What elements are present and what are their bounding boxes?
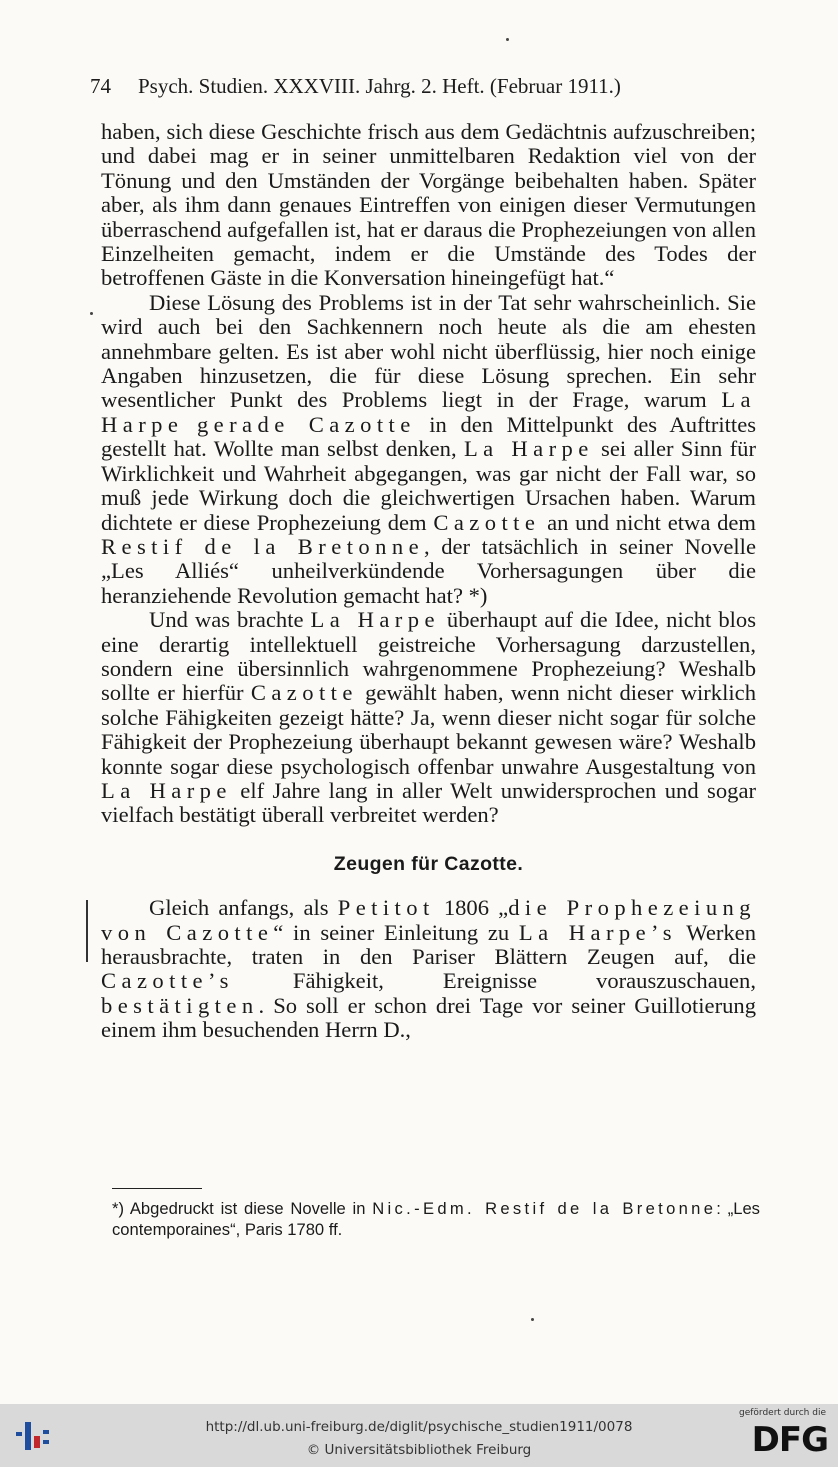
main-text: [101, 120, 756, 1043]
spaced-name: Restif de la Bretonne: [101, 533, 425, 559]
text-run: : „Les contemporaines“, Paris 1780 ff.: [112, 1199, 760, 1239]
paragraph: [101, 291, 756, 608]
scan-speck: [531, 1318, 534, 1321]
scan-speck: [506, 38, 509, 41]
text-run: Fähigkeit, Ereignisse vorauszuschauen,: [233, 968, 756, 994]
margin-line: [86, 900, 88, 962]
running-head: [90, 74, 745, 99]
spaced-name: La Harpe’s: [518, 919, 677, 945]
spaced-name: La Harpe: [101, 777, 232, 803]
footnote: [112, 1198, 760, 1240]
dfg-logo: DFG: [751, 1420, 828, 1460]
text-run: Diese Lösung des Problems ist in der Tat sehr wahrscheinlich. Sie wird auch bei den Sachkennern noch heute als die am ehesten annehmbare gelten. Es ist aber wohl nicht überflüssig, hier noch einige Angaben hinzusetzen, die für diese Lösung sprechen. Ein sehr wesentlicher Punkt des Problems liegt in der Frage, warum: [101, 289, 756, 413]
spaced-name: Cazotte: [250, 680, 358, 706]
paragraph: [101, 120, 756, 291]
page-url[interactable]: http://dl.ub.uni-freiburg.de/diglit/psychische_studien1911/0078: [205, 1419, 633, 1435]
text-run: . So soll er schon drei Tage vor seiner Guillotierung einem ihm besuchenden Herrn D.,: [101, 992, 756, 1043]
text-run: Werken herausbrachte, traten in den Pariser Blättern Zeugen auf, die: [101, 919, 756, 969]
paragraph: [101, 608, 756, 828]
text-run: in den Mittelpunkt des Auftrittes gestellt hat. Wollte man selbst denken,: [101, 411, 757, 462]
page-number: 74: [90, 74, 111, 98]
scan-speck: [90, 312, 93, 315]
journal-title: Psych. Studien. XXXVIII. Jahrg. 2. Heft. (Februar 1911.): [138, 74, 621, 98]
spaced-name: La Harpe: [101, 387, 756, 437]
spaced-name: Nic.-Edm. Restif de la Bretonne: [372, 1199, 717, 1218]
text-run: “ in seiner Einleitung zu: [273, 919, 519, 945]
text-run: Gleich anfangs, als: [149, 895, 338, 921]
paragraph-group-1: [101, 120, 756, 828]
text-run: haben, sich diese Geschichte frisch aus dem Gedächtnis aufzuschreiben; und dabei mag er in seiner unmittelbaren Redaktion viel von der Tönung und den Umständen der Vorgänge beibehalten haben. Später aber, als ihm dann genaues Eintreffen von einigen dieser Vermutungen überraschend aufgefallen ist, hat er daraus die Prophezeiungen von allen Einzelheiten gemacht, indem er die Umstände des Todes der betroffenen Gäste in die Konversation hineingefügt hat.“: [101, 119, 756, 291]
spaced-name: die Prophezeiung von Cazotte: [101, 895, 756, 945]
paragraph: [101, 896, 756, 1042]
spaced-name: La Harpe: [310, 607, 440, 633]
footnote-rule: [112, 1188, 202, 1189]
spaced-name: bestätigten: [101, 992, 259, 1018]
text-run: sei aller Sinn für Wirklichkeit und Wahrheit abgegangen, was gar nicht der Fall war, so muß jede Wirkung doch die gleichwertigen Ursachen haben. Warum dichtete er diese Prophezeiung dem: [101, 436, 756, 535]
copyright-notice: © Universitätsbibliothek Freiburg: [306, 1442, 532, 1458]
text-run: an und nicht etwa dem: [540, 509, 756, 535]
spaced-name: Petitot: [337, 895, 435, 921]
text-run: elf Jahre lang in aller Welt unwidersprochen und sogar vielfach bestätigt überall verbreitet werden?: [101, 777, 756, 828]
viewer-footer: [0, 1404, 838, 1467]
section-heading: Zeugen für Cazotte.: [333, 852, 524, 875]
text-run: *) Abgedruckt ist diese Novelle in: [112, 1199, 373, 1218]
spaced-name: gerade Cazotte: [196, 411, 416, 437]
text-run: gewählt haben, wenn nicht dieser wirklich solche Fähigkeiten gezeigt hätte? Ja, wenn dieser nicht sogar für solche Fähigkeit der Prophezeiung überhaupt bekannt gewesen wäre? Weshalb konnte sogar diese psychologisch offenbar unwahre Ausgestaltung von: [101, 680, 756, 779]
text-run: überhaupt auf die Idee, nicht blos eine derartig intellektuell geistreiche Vorhersagung darzustellen, sondern eine übersinnlich wahrgenommene Prophezeiung? Weshalb sollte er hierfür: [101, 607, 756, 706]
spaced-name: Cazotte’s: [101, 968, 234, 994]
spaced-name: Cazotte: [433, 509, 541, 535]
text-run: Und was brachte: [149, 607, 311, 633]
funding-note: gefördert durch die: [739, 1408, 826, 1418]
spaced-name: La Harpe: [463, 436, 594, 462]
text-run: 1806 „: [434, 895, 509, 921]
paragraph-group-2: [101, 896, 756, 1042]
text-run: , der tatsächlich in seiner Novelle „Les Alliés“ unheilverkündende Vorhersagungen über die heranziehende Revolution gemacht hat? *): [101, 533, 756, 608]
text-run: [183, 412, 197, 437]
